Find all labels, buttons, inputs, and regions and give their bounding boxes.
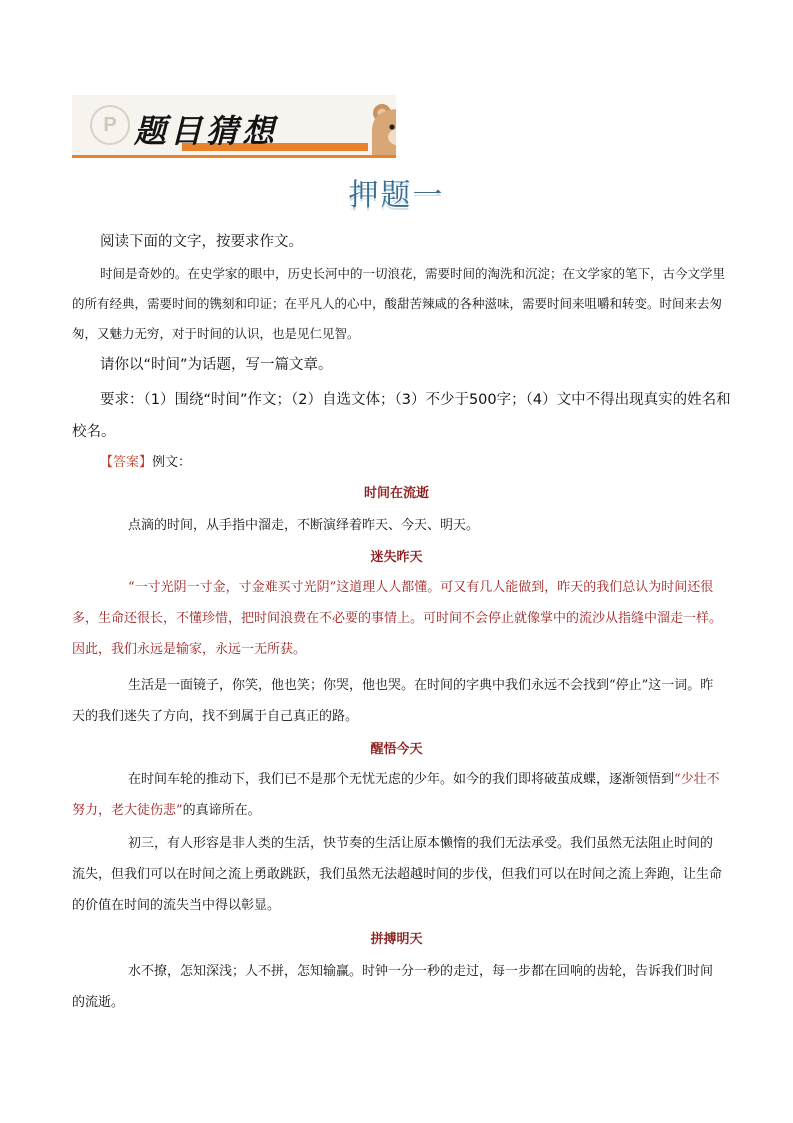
answer-example-label: 例文： [152,455,192,470]
section-banner [72,95,396,158]
answer-label [72,450,732,476]
prompt-topic: 请你以“时间”为话题，写一篇文章。 [100,357,333,373]
section2-paragraph1-tail: 的真谛所在。 [182,803,261,818]
bear-mascot-icon [368,101,396,155]
section2-quote: “少壮不努力，老大徒伤悲” [72,772,720,818]
banner-badge-icon: P [90,105,130,145]
prompt-requirements: 要求：（1）围绕“时间”作文；（2）自选文体；（3）不少于500字；（4）文中不得出现真实的姓名和校名。 [72,392,731,440]
answer-tag: 【答案】 [100,455,153,470]
prompt-intro: 阅读下面的文字，按要求作文。 [100,234,303,250]
section3-title: 拼搏明天 [370,932,423,947]
section2-title: 醒悟今天 [370,742,423,757]
section1-paragraph2: 生活是一面镜子，你笑，他也笑；你哭，他也哭。在时间的字典中我们永远不会找到“停止”这一词。昨天的我们迷失了方向，找不到属于自己真正的路。 [72,678,714,724]
page-heading: 押题一 [348,178,445,213]
section1-title: 迷失昨天 [370,550,423,565]
section2-paragraph2: 初三，有人形容是非人类的生活，快节奏的生活让原本懒惰的我们无法承受。我们虽然无法阻止时间的流失，但我们可以在时间之流上勇敢跳跃，我们虽然无法超越时间的步伐，但我们可以在时间之流上奔跑，让生命的价值在时间的流失当中得以彰显。 [72,836,723,913]
essay-opening: 点滴的时间，从手指中溜走，不断演绎着昨天、今天、明天。 [128,518,480,533]
section2-paragraph1 [72,764,722,826]
section3-paragraph1: 水不撩，怎知深浅；人不拼，怎知输赢。时钟一分一秒的走过，每一步都在回响的齿轮，告诉我们时间的流逝。 [72,964,714,1010]
section1-paragraph1: “一寸光阴一寸金，寸金难买寸光阴”这道理人人都懂。可又有几人能做到，昨天的我们总认为时间还很多，生命还很长，不懂珍惜，把时间浪费在不必要的事情上。可时间不会停止就像掌中的流沙从指缝中溜走一样。因此，我们永远是输家，永远一无所获。 [72,580,723,657]
prompt-material: 时间是奇妙的。在史学家的眼中，历史长河中的一切浪花，需要时间的淘洗和沉淀；在文学家的笔下，古今文学里的所有经典，需要时间的镌刻和印证；在平凡人的心中，酸甜苦辣咸的各种滋味，需要时间来咀嚼和转变。时间来去匆匆，又魅力无穷，对于时间的认识，也是见仁见智。 [72,266,726,341]
section2-paragraph1-lead: 在时间车轮的推动下，我们已不是那个无忧无虑的少年。如今的我们即将破茧成蝶，逐渐领悟到 [128,772,675,787]
essay-title: 时间在流逝 [363,486,429,501]
banner-title: 题目猜想 [134,112,279,150]
